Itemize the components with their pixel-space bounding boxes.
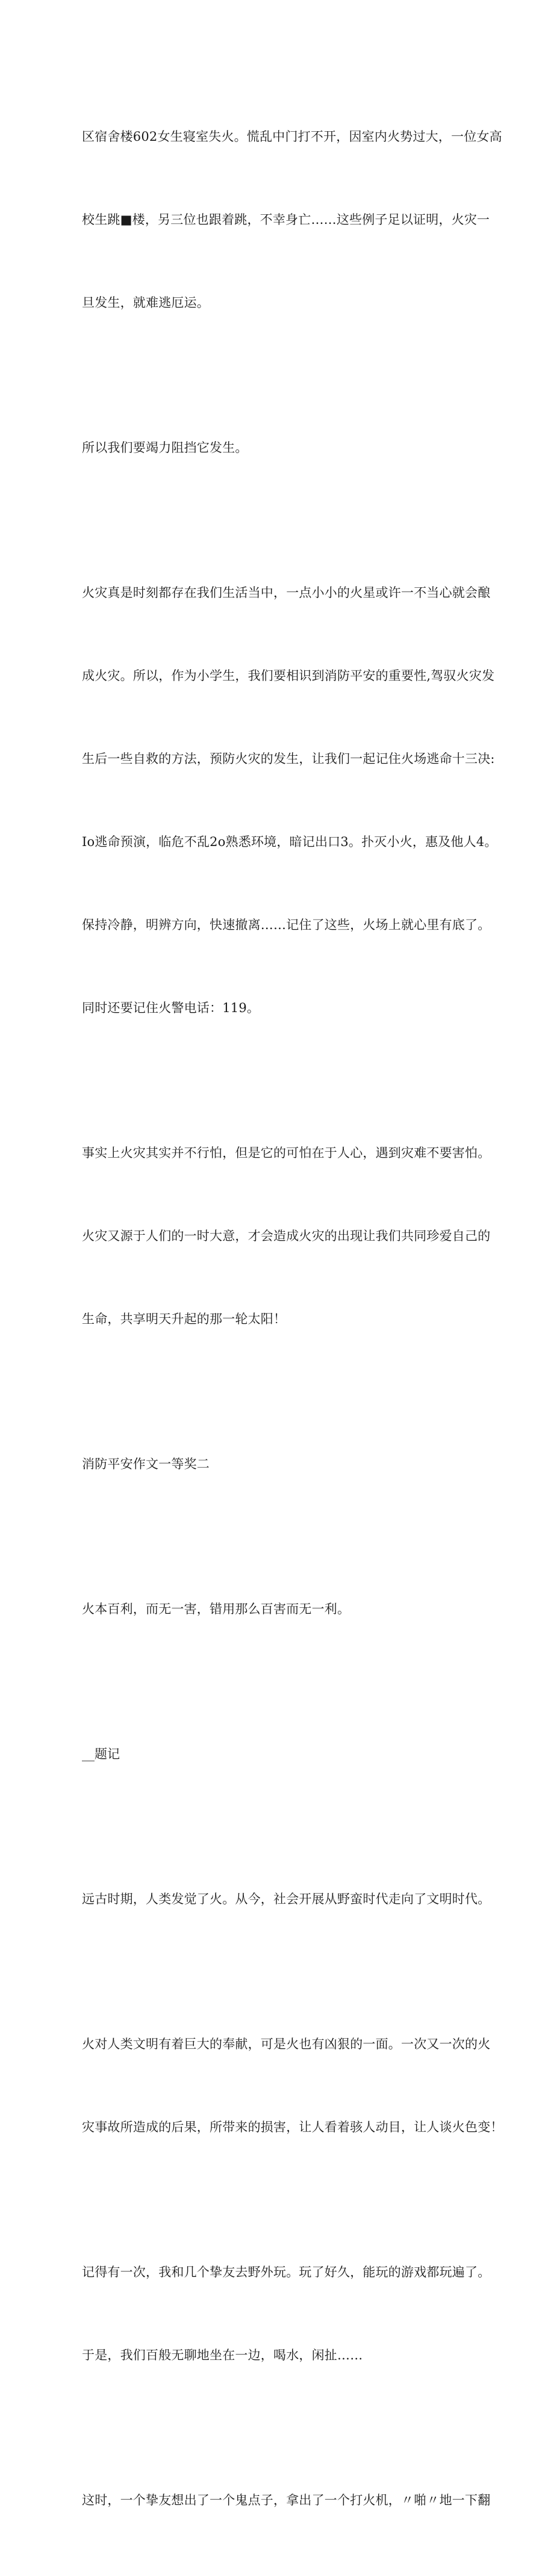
text-line: 成火灾。所以，作为小学生，我们要相识到消防平安的重要性,驾驭火灾发 bbox=[82, 669, 495, 683]
text-line: 所以我们要竭力阻挡它发生。 bbox=[82, 440, 248, 455]
paragraph-memory bbox=[82, 2203, 491, 2424]
text-line: 区宿舍楼602女生寝室失火。慌乱中门打不开，因室内火势过大，一位女高 bbox=[82, 129, 502, 144]
text-line: Io逃命预演，临危不乱2o熟悉环境，暗记出口3。扑灭小火，惠及他人4。 bbox=[82, 835, 497, 849]
paragraph-ancient-times bbox=[82, 1830, 491, 1968]
text-line: 生后一些自救的方法，预防火灾的发生，让我们一起记住火场逃命十三决: bbox=[82, 752, 495, 766]
text-line: __题记 bbox=[82, 1747, 120, 1761]
text-line: 灾事故所造成的后果，所带来的损害，让人看着骇人动目，让人谈火色变！ bbox=[82, 2120, 503, 2134]
text-line: 这时，一个挚友想出了一个鬼点子，拿出了一个打火机，〃啪〃地一下翻 bbox=[82, 2493, 491, 2507]
text-line: 校生跳■楼，另三位也跟着跳，不幸身亡……这些例子足以证明，火灾一 bbox=[82, 212, 490, 227]
text-line: 同时还要记住火警电话：119。 bbox=[82, 1001, 260, 1015]
epigraph-attribution bbox=[82, 1685, 477, 1823]
text-line: 保持冷静，明辨方向，快速撤离……记住了这些，火场上就心里有底了。 bbox=[82, 918, 491, 932]
text-line: 火灾又源于人们的一时大意，才会造成火灾的出现让我们共同珍爱自己的 bbox=[82, 1229, 491, 1243]
section-title bbox=[82, 1395, 477, 1533]
text-line: 生命，共享明天升起的那一轮太阳！ bbox=[82, 1312, 287, 1326]
paragraph-epigraph bbox=[82, 1540, 477, 1678]
paragraph-not-afraid bbox=[82, 1084, 491, 1388]
text-line: 火对人类文明有着巨大的奉献，可是火也有凶狠的一面。一次又一次的火 bbox=[82, 2037, 491, 2051]
paragraph-lighter bbox=[82, 2431, 491, 2569]
paragraph-fire-accident bbox=[82, 67, 502, 372]
text-line: 事实上火灾其实并不行怕，但是它的可怕在于人心，遇到灾难不要害怕。 bbox=[82, 1146, 491, 1160]
text-line: 火灾真是时刻都存在我们生活当中，一点小小的火星或许一不当心就会酿 bbox=[82, 585, 491, 600]
paragraph-escape-tips bbox=[82, 524, 497, 1077]
paragraph-fire-contribution bbox=[82, 1975, 503, 2196]
text-line: 旦发生，就难逃厄运。 bbox=[82, 295, 210, 310]
text-line: 记得有一次，我和几个挚友去野外玩。玩了好久，能玩的游戏都玩遍了。 bbox=[82, 2265, 491, 2279]
text-line: 火本百利，而无一害，错用那么百害而无一利。 bbox=[82, 1602, 350, 1616]
text-line: 远古时期，人类发觉了火。从今，社会开展从野蛮时代走向了文明时代。 bbox=[82, 1892, 491, 1906]
text-line: 于是，我们百般无聊地坐在一边，喝水，闲扯…… bbox=[82, 2348, 363, 2362]
text-line: 消防平安作文一等奖二 bbox=[82, 1457, 210, 1471]
paragraph-prevent bbox=[82, 378, 477, 517]
document-body bbox=[82, 67, 503, 2576]
